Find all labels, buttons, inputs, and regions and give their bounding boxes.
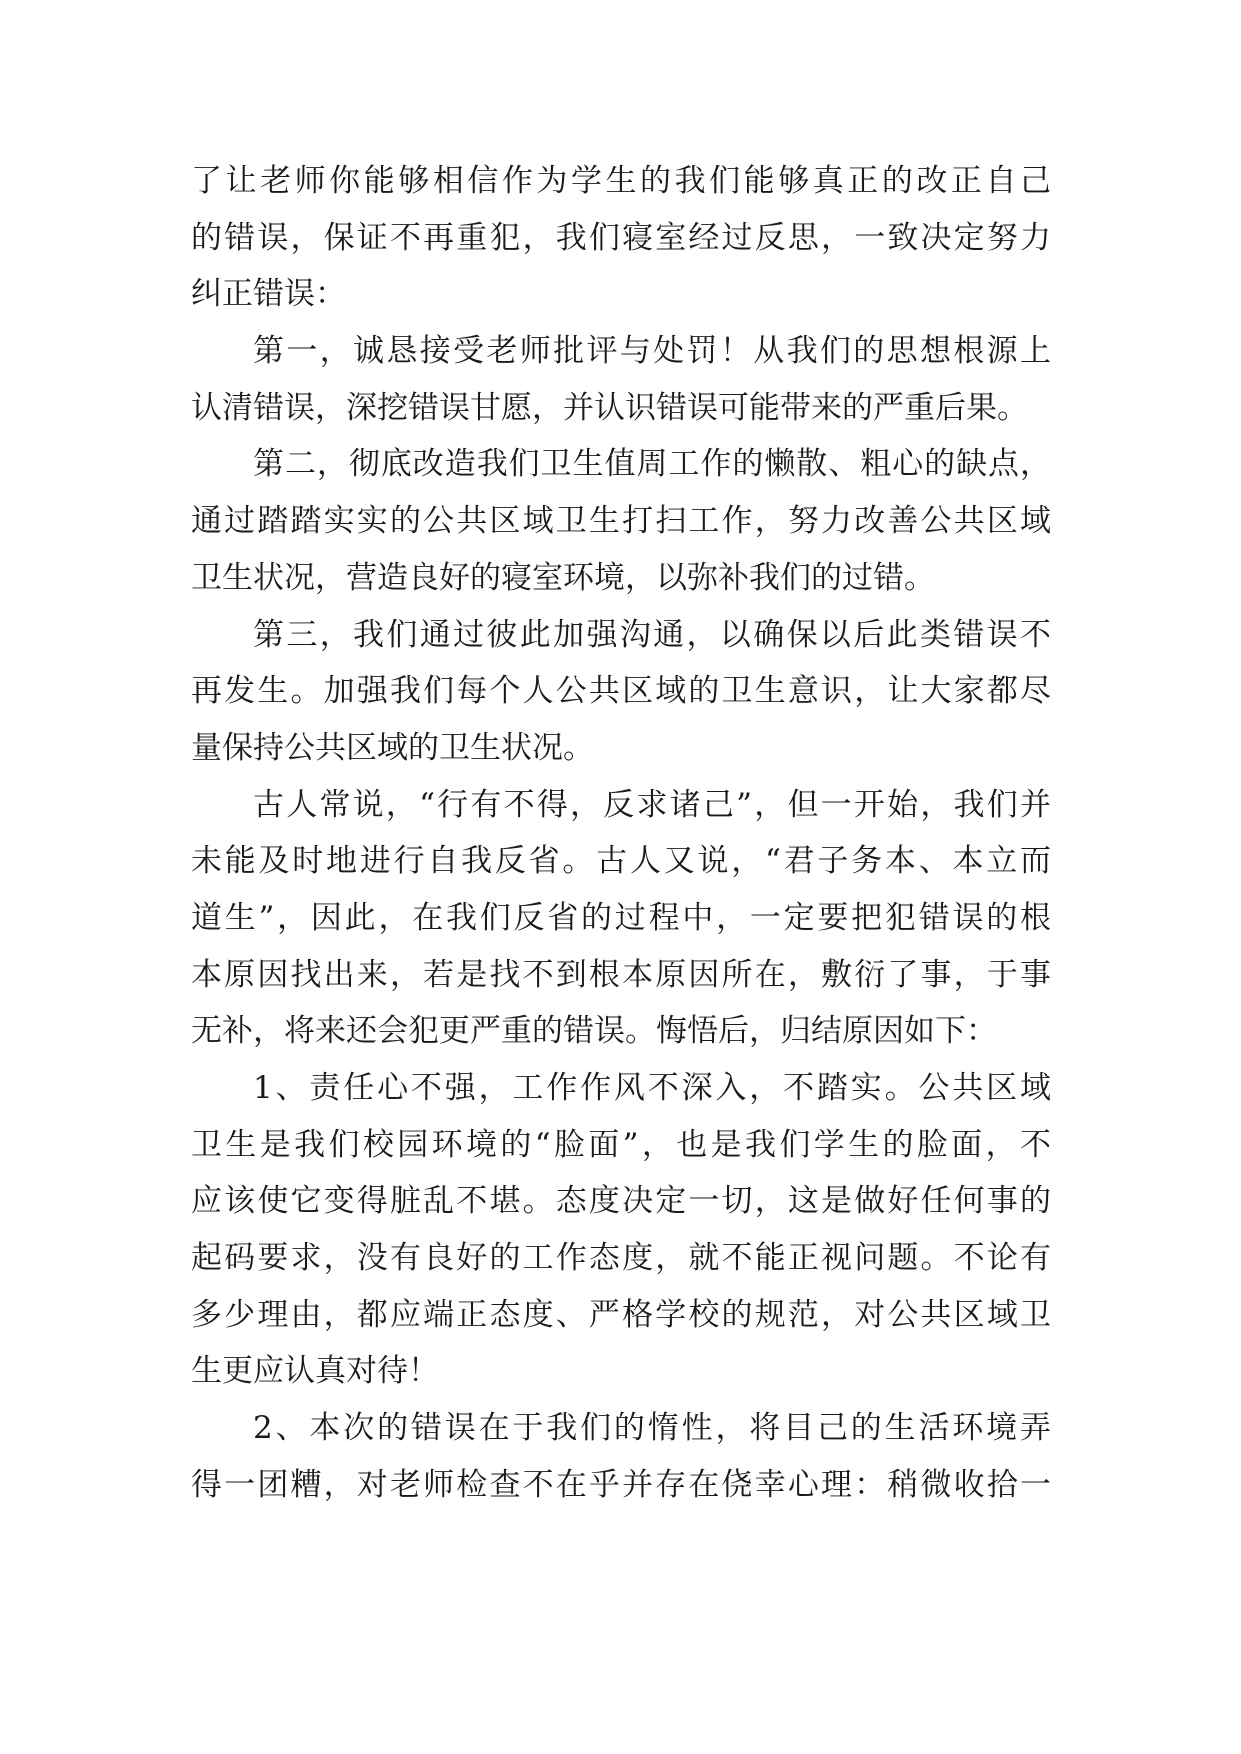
text-line: 再发生。加强我们每个人公共区域的卫生意识，让大家都尽	[191, 673, 1051, 710]
paragraph-first-line: 古人常说，“行有不得，反求诸己”，但一开始，我们并	[253, 786, 1051, 823]
text-line: 了让老师你能够相信作为学生的我们能够真正的改正自己	[191, 163, 1051, 199]
text-line: 未能及时地进行自我反省。古人又说，“君子务本、本立而	[191, 843, 1051, 880]
text-line: 应该使它变得脏乱不堪。态度决定一切，这是做好任何事的	[191, 1183, 1051, 1220]
text-line: 卫生是我们校园环境的“脸面”，也是我们学生的脸面，不	[191, 1126, 1051, 1163]
text-line: 认清错误，深挖错误甘愿，并认识错误可能带来的严重后果。	[191, 389, 1028, 426]
text-line: 得一团糟，对老师检查不在乎并存在侥幸心理：稍微收拾一	[191, 1466, 1051, 1503]
text-line: 通过踏踏实实的公共区域卫生打扫工作，努力改善公共区域	[191, 503, 1051, 540]
document-body	[191, 153, 1051, 1514]
text-line: 的错误，保证不再重犯，我们寝室经过反思，一致决定努力	[191, 219, 1051, 256]
text-line: 生更应认真对待！	[191, 1353, 439, 1390]
text-line: 量保持公共区域的卫生状况。	[191, 729, 594, 766]
text-line: 无补，将来还会犯更严重的错误。悔悟后，归结原因如下：	[191, 1013, 997, 1050]
paragraph-first-line: 第二，彻底改造我们卫生值周工作的懒散、粗心的缺点，	[253, 446, 1051, 483]
paragraph-first-line: 第一，诚恳接受老师批评与处罚！从我们的思想根源上	[253, 333, 1051, 370]
paragraph-first-line: 1、责任心不强，工作作风不深入，不踏实。公共区域	[253, 1070, 1051, 1106]
paragraph-first-line: 2、本次的错误在于我们的惰性，将目己的生活环境弄	[253, 1410, 1051, 1447]
paragraph-first-line: 第三，我们通过彼此加强沟通，以确保以后此类错误不	[253, 616, 1051, 653]
text-line: 起码要求，没有良好的工作态度，就不能正视问题。不论有	[191, 1240, 1051, 1277]
text-line: 道生”，因此，在我们反省的过程中，一定要把犯错误的根	[191, 899, 1051, 936]
text-line: 本原因找出来，若是找不到根本原因所在，敷衍了事，于事	[191, 956, 1051, 993]
text-line: 多少理由，都应端正态度、严格学校的规范，对公共区域卫	[191, 1296, 1051, 1333]
text-line: 卫生状况，营造良好的寝室环境，以弥补我们的过错。	[191, 559, 935, 596]
text-line: 纠正错误：	[191, 276, 346, 313]
